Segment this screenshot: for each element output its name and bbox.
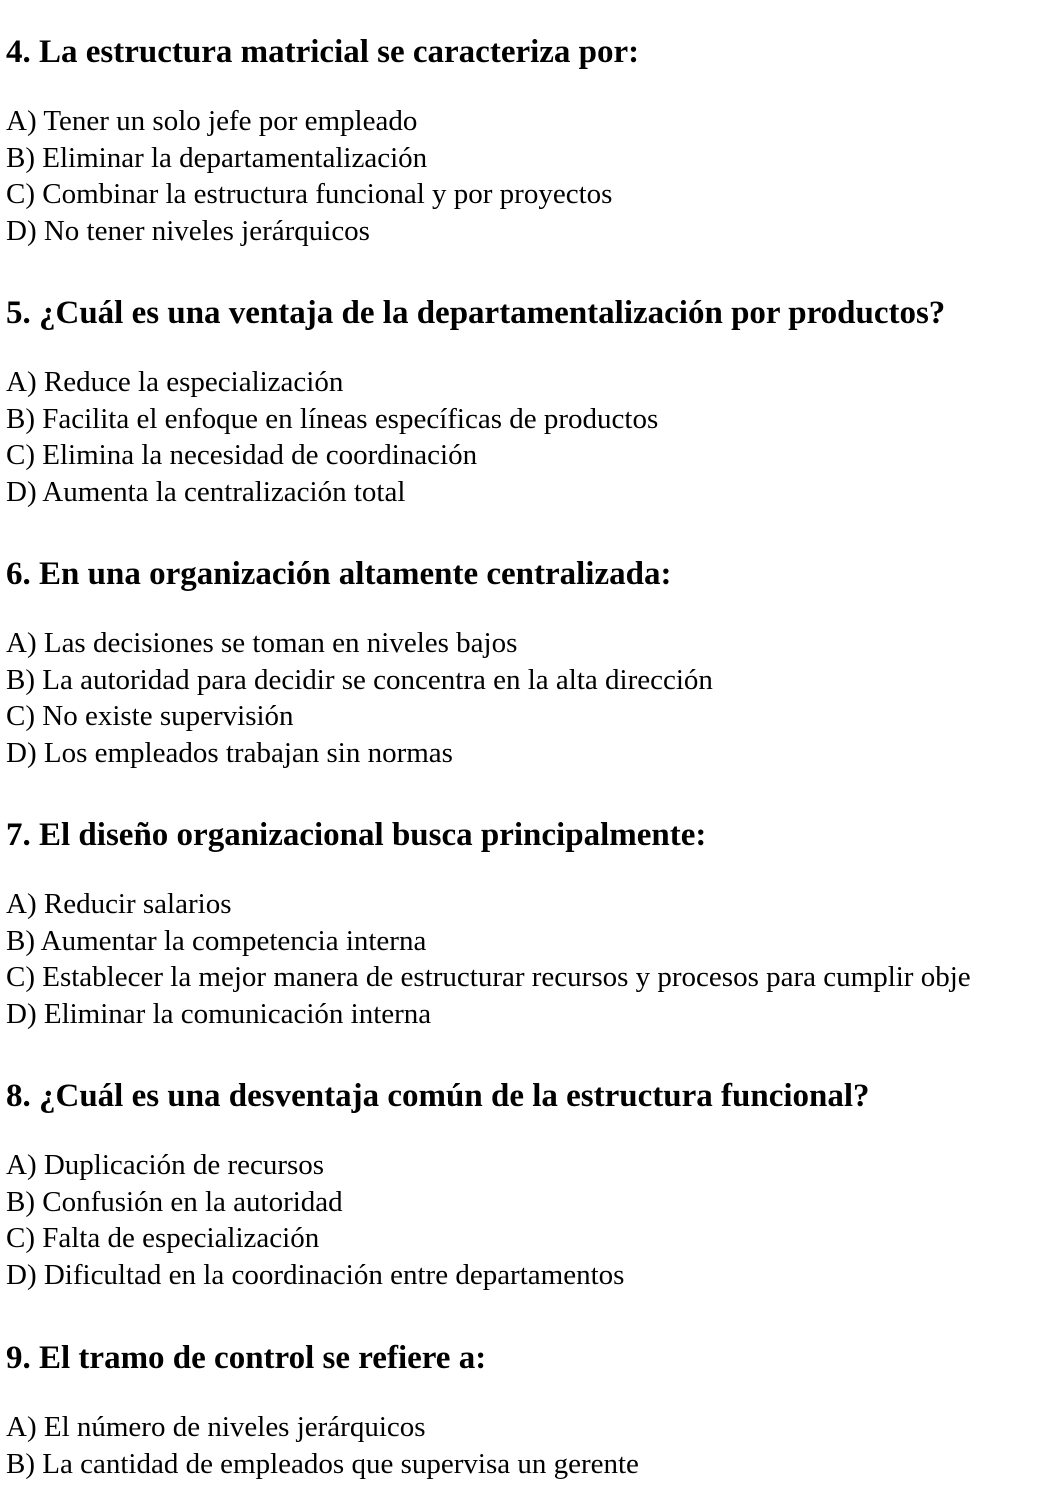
option-d: D) Eliminar la comunicación interna — [6, 998, 432, 1031]
question-6 — [6, 554, 1050, 772]
option-a: A) Las decisiones se toman en niveles bajos — [6, 627, 518, 659]
question-8 — [6, 1076, 1050, 1294]
option-a: A) El número de niveles jerárquicos — [6, 1411, 426, 1443]
option-c: C) No existe supervisión — [6, 700, 294, 733]
question-7 — [6, 815, 1050, 1033]
option-c: C) Falta de especialización — [6, 1222, 320, 1255]
option-c: C) Establecer la mejor manera de estructurar recursos y procesos para cumplir obje — [6, 961, 971, 994]
option-list — [6, 1409, 1050, 1482]
option-d: D) Dificultad en la coordinación entre departamentos — [6, 1259, 625, 1292]
option-a: A) Reducir salarios — [6, 888, 232, 920]
question-5 — [6, 293, 1050, 511]
question-title: 7. El diseño organizacional busca principalmente: — [6, 817, 707, 853]
option-list — [6, 886, 1050, 1033]
question-title: 5. ¿Cuál es una ventaja de la departamentalización por productos? — [6, 295, 946, 331]
option-list — [6, 364, 1050, 511]
option-list — [6, 103, 1050, 250]
question-title: 8. ¿Cuál es una desventaja común de la estructura funcional? — [6, 1078, 870, 1114]
option-a: A) Duplicación de recursos — [6, 1149, 325, 1181]
question-9 — [6, 1338, 1050, 1482]
option-c: C) Elimina la necesidad de coordinación — [6, 439, 478, 472]
option-d: D) No tener niveles jerárquicos — [6, 215, 370, 248]
option-b: B) Aumentar la competencia interna — [6, 924, 427, 957]
option-b: B) Confusión en la autoridad — [6, 1185, 343, 1218]
option-list — [6, 625, 1050, 772]
option-d: D) Los empleados trabajan sin normas — [6, 737, 453, 770]
question-title: 6. En una organización altamente centralizada: — [6, 556, 672, 592]
option-c: C) Combinar la estructura funcional y por proyectos — [6, 178, 613, 211]
question-title: 9. El tramo de control se refiere a: — [6, 1340, 487, 1376]
option-b: B) Eliminar la departamentalización — [6, 141, 428, 174]
option-b: B) La cantidad de empleados que supervisa un gerente — [6, 1447, 639, 1480]
option-a: A) Tener un solo jefe por empleado — [6, 105, 418, 137]
option-a: A) Reduce la especialización — [6, 366, 344, 398]
option-b: B) Facilita el enfoque en líneas específicas de productos — [6, 402, 659, 435]
option-d: D) Aumenta la centralización total — [6, 476, 406, 509]
question-4 — [6, 32, 1050, 250]
option-b: B) La autoridad para decidir se concentra en la alta dirección — [6, 663, 713, 696]
option-list — [6, 1147, 1050, 1294]
question-title: 4. La estructura matricial se caracteriza por: — [6, 34, 640, 70]
